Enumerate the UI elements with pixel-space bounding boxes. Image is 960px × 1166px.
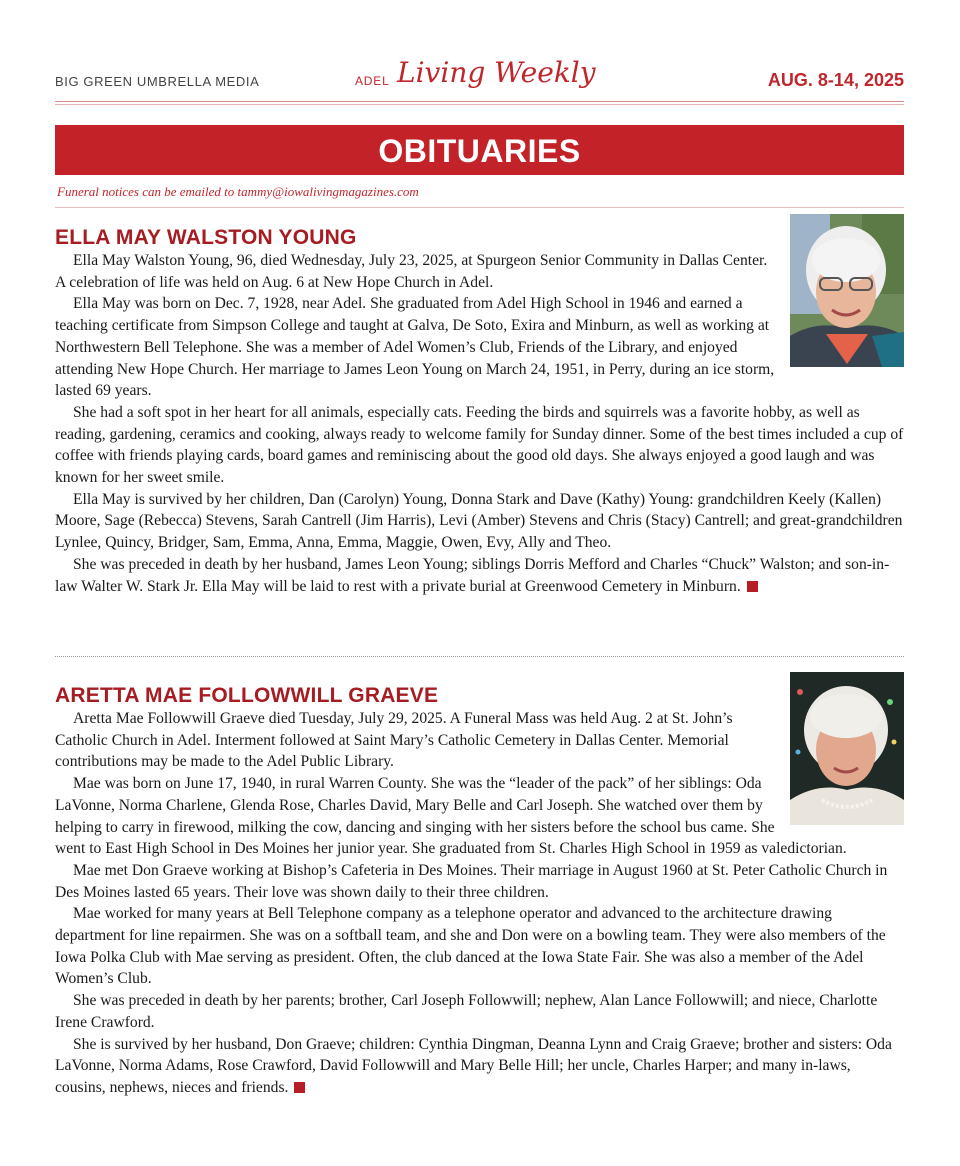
end-mark-icon — [747, 581, 758, 592]
obituary-last-paragraph — [55, 554, 904, 597]
portrait-photo-aretta-mae — [790, 672, 904, 825]
publisher-name: BIG GREEN UMBRELLA MEDIA — [55, 74, 260, 89]
obituary-paragraph: Aretta Mae Followwill Graeve died Tuesday, July 29, 2025. A Funeral Mass was held Aug. 2 at St. John’s Catholic Church in Adel. Interment followed at Saint Mary’s Catholic Cemetery in Dallas Center. Memorial contributions may be made to the Adel Public Library. — [55, 710, 733, 771]
obituary-paragraph: Mae was born on June 17, 1940, in rural Warren County. She was the “leader of the pack” of her siblings: Oda LaVonne, Norma Charlene, Glenda Rose, Charles David, Mary Belle and Carl Joseph. She watched over them by helping to carry in firewood, milking the cow, dancing and singing with her sisters before the school bus came. She went to East High School in Des Moines her junior year. She graduated from St. Charles High School in 1959 as valedictorian. — [55, 775, 847, 858]
masthead-adel: ADEL — [355, 74, 390, 88]
obituary-paragraph: She had a soft spot in her heart for all animals, especially cats. Feeding the birds and squirrels was a favorite hobby, as well as reading, gardening, ceramics and cooking, always ready to welcome family for Sunday dinner. Some of the best times included a cup of coffee with friends playing cards, board games and reminiscing about the good old days. She always enjoyed a good laugh and was known for her sweet smile. — [55, 403, 904, 487]
obituary-paragraph: Ella May Walston Young, 96, died Wednesday, July 23, 2025, at Spurgeon Senior Community in Dallas Center. A celebration of life was held on Aug. 6 at New Hope Church in Adel. — [55, 252, 768, 291]
funeral-notice: Funeral notices can be emailed to tammy@iowalivingmagazines.com — [57, 184, 419, 199]
header-rule — [55, 101, 904, 102]
obituary-paragraph: She was preceded in death by her parents; brother, Carl Joseph Followwill; nephew, Alan Lance Followwill; and niece, Charlotte Irene Crawford. — [55, 992, 878, 1031]
header-rule-secondary — [55, 104, 904, 105]
obituary-divider — [55, 656, 904, 657]
obituary-paragraph: Mae worked for many years at Bell Telephone company as a telephone operator and advanced to the architecture drawing department for line repairmen. She was on a softball team, and she and Don were on a bowling team. They were also members of the Iowa Polka Club with Mae serving as president. Often, the club danced at the Iowa State Fair. She was also a member of the Adel Women’s Club. — [55, 905, 886, 988]
obituary-paragraph-text: She is survived by her husband, Don Graeve; children: Cynthia Dingman, Deanna Lynn and Craig Graeve; brother and sisters: Oda LaVonne, Norma Adams, Rose Crawford, David Followwill and Mary Belle Hill; her uncle, Charles Harper; and many in-laws, cousins, nephews, nieces and friends. — [55, 1035, 892, 1096]
notice-rule — [55, 207, 904, 208]
obituary-last-paragraph — [55, 1034, 904, 1099]
masthead-logo — [355, 56, 596, 100]
elderly-woman-portrait-icon — [790, 214, 904, 367]
obituary-ella-may-walston-young — [55, 226, 904, 597]
woman-portrait-icon — [790, 672, 904, 825]
obituary-paragraph: Ella May is survived by her children, Dan (Carolyn) Young, Donna Stark and Dave (Kathy) Young: grandchildren Keely (Kallen) Moore, Sage (Rebecca) Stevens, Sarah Cantrell (Jim Harris), Levi (Amber) Stevens and Chris (Stacy) Cantrell; and great-grandchildren Lynlee, Quincy, Bridger, Sam, Emma, Anna, Emma, Maggie, Owen, Evy, Ally and Theo. — [55, 490, 903, 552]
obituary-aretta-mae-followwill-graeve — [55, 684, 904, 1099]
obituary-paragraph: Mae met Don Graeve working at Bishop’s Cafeteria in Des Moines. Their marriage in August 1960 at St. Peter Catholic Church in Des Moines lasted 65 years. Their love was shown daily to their three children. — [55, 861, 888, 901]
section-banner: OBITUARIES — [55, 125, 904, 175]
obituary-paragraph-text: She was preceded in death by her husband, James Leon Young; siblings Dorris Mefford and Charles “Chuck” Walston; and son-in-law Walter W. Stark Jr. Ella May will be laid to rest with a private burial at Greenwood Cemetery in Minburn. — [55, 555, 890, 595]
page-header — [55, 56, 904, 100]
portrait-photo-ella-may — [790, 214, 904, 367]
end-mark-icon — [294, 1082, 305, 1093]
obituary-name: ARETTA MAE FOLLOWWILL GRAEVE — [55, 684, 439, 707]
masthead-title: Living Weekly — [397, 56, 596, 89]
issue-date: AUG. 8-14, 2025 — [767, 70, 904, 90]
obituary-name: ELLA MAY WALSTON YOUNG — [55, 226, 357, 249]
obituary-paragraph: Ella May was born on Dec. 7, 1928, near Adel. She graduated from Adel High School in 1946 and earned a teaching certificate from Simpson College and taught at Galva, De Soto, Exira and Minburn, as well as working at Northwestern Bell Telephone. She was a member of Adel Women’s Club, Friends of the Library, and enjoyed attending New Hope Church. Her marriage to James Leon Young on March 24, 1951, in Perry, during an ice storm, lasted 69 years. — [55, 295, 775, 400]
